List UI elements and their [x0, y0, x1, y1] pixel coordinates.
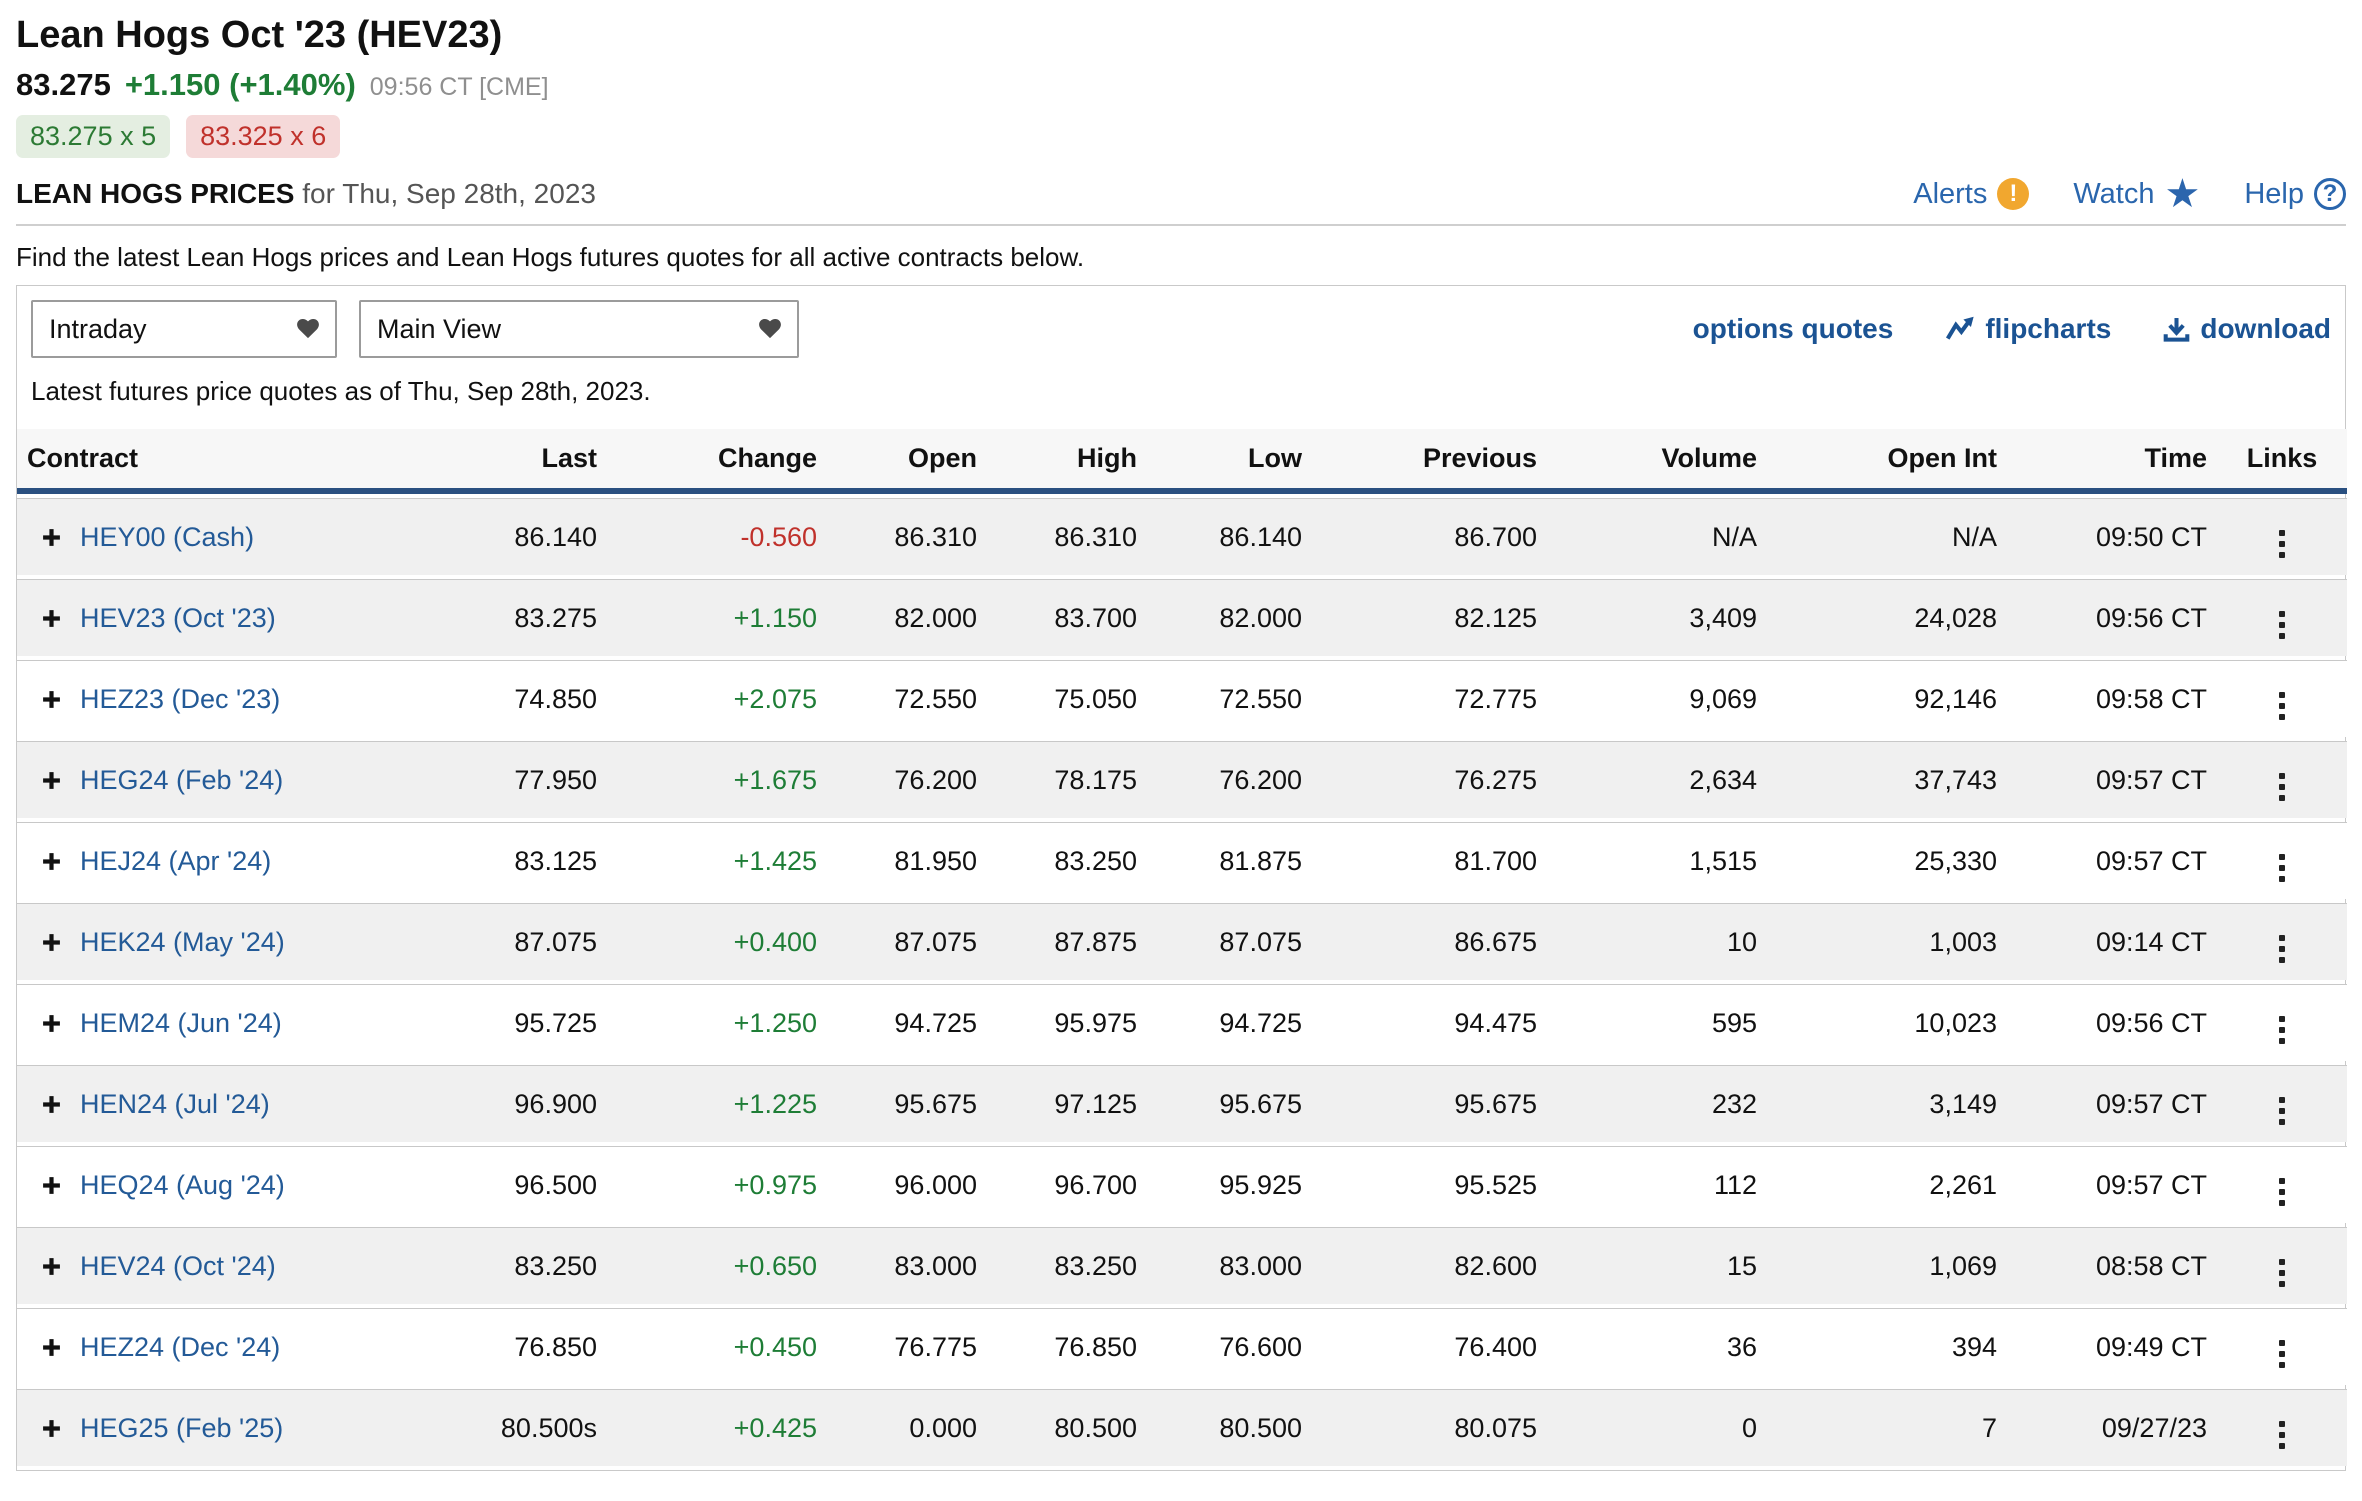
- open-int-cell: 24,028: [1767, 579, 2007, 656]
- links-cell: [2217, 984, 2347, 1061]
- row-links-menu-icon[interactable]: [2269, 850, 2295, 886]
- open-int-cell: 37,743: [1767, 741, 2007, 818]
- bid-ask-badges: [16, 115, 2346, 158]
- change-cell: +0.400: [607, 903, 827, 980]
- table-row: [17, 1146, 2347, 1223]
- high-cell: 83.700: [987, 579, 1147, 656]
- contract-link[interactable]: HEM24 (Jun '24): [80, 1007, 282, 1038]
- contract-link[interactable]: HEG24 (Feb '24): [80, 764, 284, 795]
- change-cell: +0.650: [607, 1227, 827, 1304]
- watch-link[interactable]: Watch ★: [2073, 171, 2201, 217]
- last-cell: 87.075: [437, 903, 607, 980]
- expand-row-icon[interactable]: [41, 527, 62, 548]
- table-row: [17, 741, 2347, 818]
- view-select[interactable]: Main View: [359, 300, 799, 358]
- low-cell: 81.875: [1147, 822, 1312, 899]
- time-cell: 09:56 CT: [2007, 579, 2217, 656]
- volume-cell: 36: [1547, 1308, 1767, 1385]
- row-links-menu-icon[interactable]: [2269, 1336, 2295, 1372]
- column-header[interactable]: Contract: [17, 429, 437, 494]
- open-cell: 86.310: [827, 498, 987, 575]
- section-heading-bold: LEAN HOGS PRICES: [16, 178, 295, 209]
- flipcharts-zigzag-icon: [1945, 315, 1975, 343]
- high-cell: 87.875: [987, 903, 1147, 980]
- contract-link[interactable]: HEJ24 (Apr '24): [80, 845, 272, 876]
- open-int-cell: 92,146: [1767, 660, 2007, 737]
- volume-cell: 2,634: [1547, 741, 1767, 818]
- expand-row-icon[interactable]: [41, 689, 62, 710]
- futures-quotes-table: [17, 425, 2347, 1470]
- table-row: [17, 1308, 2347, 1385]
- high-cell: 97.125: [987, 1065, 1147, 1142]
- row-links-menu-icon[interactable]: [2269, 526, 2295, 562]
- last-cell: 86.140: [437, 498, 607, 575]
- alert-exclamation-icon: !: [1997, 178, 2029, 210]
- last-cell: 83.275: [437, 579, 607, 656]
- expand-row-icon[interactable]: [41, 932, 62, 953]
- previous-cell: 86.700: [1312, 498, 1547, 575]
- last-cell: 76.850: [437, 1308, 607, 1385]
- toolbar-links: [1693, 313, 2331, 345]
- previous-cell: 95.525: [1312, 1146, 1547, 1223]
- open-cell: 87.075: [827, 903, 987, 980]
- low-cell: 76.600: [1147, 1308, 1312, 1385]
- time-cell: 09:57 CT: [2007, 1065, 2217, 1142]
- price-change: +1.150 (+1.40%): [124, 67, 356, 102]
- contract-link[interactable]: HEV24 (Oct '24): [80, 1250, 276, 1281]
- table-header-row: [17, 429, 2347, 494]
- last-cell: 96.500: [437, 1146, 607, 1223]
- low-cell: 95.925: [1147, 1146, 1312, 1223]
- high-cell: 78.175: [987, 741, 1147, 818]
- links-cell: [2217, 1308, 2347, 1385]
- last-price: 83.275: [16, 67, 111, 102]
- table-row: [17, 660, 2347, 737]
- time-cell: 09:14 CT: [2007, 903, 2217, 980]
- open-int-cell: 2,261: [1767, 1146, 2007, 1223]
- quotes-table-body: [17, 498, 2347, 1466]
- session-info: 09:56 CT [CME]: [369, 73, 549, 101]
- links-cell: [2217, 822, 2347, 899]
- expand-row-icon[interactable]: [41, 1175, 62, 1196]
- time-cell: 09:57 CT: [2007, 822, 2217, 899]
- low-cell: 82.000: [1147, 579, 1312, 656]
- contract-link[interactable]: HEZ24 (Dec '24): [80, 1331, 281, 1362]
- expand-row-icon[interactable]: [41, 1256, 62, 1277]
- change-cell: -0.560: [607, 498, 827, 575]
- column-header[interactable]: Change: [607, 429, 827, 494]
- row-links-menu-icon[interactable]: [2269, 1255, 2295, 1291]
- open-cell: 82.000: [827, 579, 987, 656]
- time-cell: 09/27/23: [2007, 1389, 2217, 1466]
- previous-cell: 82.600: [1312, 1227, 1547, 1304]
- links-cell: [2217, 579, 2347, 656]
- contract-link[interactable]: HEN24 (Jul '24): [80, 1088, 270, 1119]
- table-row: [17, 822, 2347, 899]
- expand-row-icon[interactable]: [41, 851, 62, 872]
- table-row: [17, 984, 2347, 1061]
- table-row: [17, 1065, 2347, 1142]
- ask-badge: 83.325 x 6: [186, 115, 340, 158]
- table-row: [17, 579, 2347, 656]
- time-cell: 09:58 CT: [2007, 660, 2217, 737]
- contract-link[interactable]: HEV23 (Oct '23): [80, 602, 276, 633]
- time-cell: 09:50 CT: [2007, 498, 2217, 575]
- table-row: [17, 903, 2347, 980]
- low-cell: 94.725: [1147, 984, 1312, 1061]
- high-cell: 86.310: [987, 498, 1147, 575]
- column-header[interactable]: Time: [2007, 429, 2217, 494]
- download-icon: [2163, 316, 2190, 343]
- question-mark-icon: ?: [2314, 178, 2346, 210]
- low-cell: 72.550: [1147, 660, 1312, 737]
- low-cell: 95.675: [1147, 1065, 1312, 1142]
- row-links-menu-icon[interactable]: [2269, 931, 2295, 967]
- section-heading-date: for Thu, Sep 28th, 2023: [302, 178, 596, 209]
- section-heading: [16, 178, 596, 210]
- row-links-menu-icon[interactable]: [2269, 607, 2295, 643]
- low-cell: 76.200: [1147, 741, 1312, 818]
- volume-cell: 595: [1547, 984, 1767, 1061]
- expand-row-icon[interactable]: [41, 1337, 62, 1358]
- row-links-menu-icon[interactable]: [2269, 769, 2295, 805]
- open-int-cell: 1,003: [1767, 903, 2007, 980]
- low-cell: 83.000: [1147, 1227, 1312, 1304]
- previous-cell: 76.275: [1312, 741, 1547, 818]
- divider: [16, 224, 2346, 226]
- section-heading-row: [16, 171, 2346, 224]
- change-cell: +1.425: [607, 822, 827, 899]
- high-cell: 96.700: [987, 1146, 1147, 1223]
- flipcharts-link[interactable]: flipcharts: [1945, 313, 2111, 345]
- high-cell: 83.250: [987, 822, 1147, 899]
- change-cell: +1.150: [607, 579, 827, 656]
- row-links-menu-icon[interactable]: [2269, 688, 2295, 724]
- as-of-text: Latest futures price quotes as of Thu, Sep 28th, 2023.: [31, 376, 651, 406]
- open-cell: 72.550: [827, 660, 987, 737]
- open-int-cell: 7: [1767, 1389, 2007, 1466]
- volume-cell: N/A: [1547, 498, 1767, 575]
- bid-badge: 83.275 x 5: [16, 115, 170, 158]
- open-int-cell: 1,069: [1767, 1227, 2007, 1304]
- open-int-cell: 394: [1767, 1308, 2007, 1385]
- open-cell: 0.000: [827, 1389, 987, 1466]
- volume-cell: 15: [1547, 1227, 1767, 1304]
- table-row: [17, 498, 2347, 575]
- expand-row-icon[interactable]: [41, 770, 62, 791]
- volume-cell: 0: [1547, 1389, 1767, 1466]
- column-header[interactable]: High: [987, 429, 1147, 494]
- volume-cell: 1,515: [1547, 822, 1767, 899]
- star-icon: ★: [2164, 171, 2201, 217]
- column-header[interactable]: Links: [2217, 429, 2347, 494]
- column-header[interactable]: Previous: [1312, 429, 1547, 494]
- last-cell: 96.900: [437, 1065, 607, 1142]
- previous-cell: 76.400: [1312, 1308, 1547, 1385]
- expand-row-icon[interactable]: [41, 1013, 62, 1034]
- contract-link[interactable]: HEQ24 (Aug '24): [80, 1169, 285, 1200]
- alerts-link[interactable]: Alerts !: [1913, 178, 2029, 211]
- column-header[interactable]: Volume: [1547, 429, 1767, 494]
- column-header[interactable]: Last: [437, 429, 607, 494]
- options-quotes-link[interactable]: options quotes: [1692, 313, 1894, 344]
- download-link[interactable]: download: [2163, 313, 2331, 345]
- previous-cell: 95.675: [1312, 1065, 1547, 1142]
- row-links-menu-icon[interactable]: [2269, 1417, 2295, 1453]
- contract-link[interactable]: HEG25 (Feb '25): [80, 1412, 284, 1443]
- quotes-toolbar: [17, 286, 2345, 358]
- time-cell: 09:49 CT: [2007, 1308, 2217, 1385]
- column-header[interactable]: Open Int: [1767, 429, 2007, 494]
- high-cell: 76.850: [987, 1308, 1147, 1385]
- previous-cell: 86.675: [1312, 903, 1547, 980]
- table-row: [17, 1227, 2347, 1304]
- header-action-links: [1913, 171, 2346, 217]
- open-cell: 94.725: [827, 984, 987, 1061]
- row-links-menu-icon[interactable]: [2269, 1174, 2295, 1210]
- open-cell: 76.775: [827, 1308, 987, 1385]
- previous-cell: 94.475: [1312, 984, 1547, 1061]
- open-cell: 83.000: [827, 1227, 987, 1304]
- row-links-menu-icon[interactable]: [2269, 1093, 2295, 1129]
- last-cell: 80.500s: [437, 1389, 607, 1466]
- help-link[interactable]: Help ?: [2244, 178, 2346, 211]
- change-cell: +0.425: [607, 1389, 827, 1466]
- links-cell: [2217, 1146, 2347, 1223]
- change-cell: +0.450: [607, 1308, 827, 1385]
- price-line: [16, 67, 2346, 103]
- last-cell: 83.250: [437, 1227, 607, 1304]
- open-int-cell: 25,330: [1767, 822, 2007, 899]
- contract-link[interactable]: HEY00 (Cash): [80, 521, 255, 552]
- volume-cell: 3,409: [1547, 579, 1767, 656]
- high-cell: 80.500: [987, 1389, 1147, 1466]
- links-cell: [2217, 660, 2347, 737]
- high-cell: 95.975: [987, 984, 1147, 1061]
- open-cell: 76.200: [827, 741, 987, 818]
- open-cell: 81.950: [827, 822, 987, 899]
- low-cell: 87.075: [1147, 903, 1312, 980]
- previous-cell: 72.775: [1312, 660, 1547, 737]
- frequency-select[interactable]: Intraday: [31, 300, 337, 358]
- last-cell: 95.725: [437, 984, 607, 1061]
- column-header[interactable]: Open: [827, 429, 987, 494]
- change-cell: +1.250: [607, 984, 827, 1061]
- change-cell: +0.975: [607, 1146, 827, 1223]
- contract-link[interactable]: HEZ23 (Dec '23): [80, 683, 281, 714]
- expand-row-icon[interactable]: [41, 608, 62, 629]
- open-int-cell: 3,149: [1767, 1065, 2007, 1142]
- links-cell: [2217, 498, 2347, 575]
- links-cell: [2217, 741, 2347, 818]
- links-cell: [2217, 903, 2347, 980]
- volume-cell: 10: [1547, 903, 1767, 980]
- last-cell: 74.850: [437, 660, 607, 737]
- previous-cell: 82.125: [1312, 579, 1547, 656]
- time-cell: 09:56 CT: [2007, 984, 2217, 1061]
- expand-row-icon[interactable]: [41, 1418, 62, 1439]
- low-cell: 80.500: [1147, 1389, 1312, 1466]
- open-int-cell: N/A: [1767, 498, 2007, 575]
- links-cell: [2217, 1389, 2347, 1466]
- expand-row-icon[interactable]: [41, 1094, 62, 1115]
- change-cell: +1.225: [607, 1065, 827, 1142]
- low-cell: 86.140: [1147, 498, 1312, 575]
- volume-cell: 112: [1547, 1146, 1767, 1223]
- time-cell: 09:57 CT: [2007, 1146, 2217, 1223]
- high-cell: 75.050: [987, 660, 1147, 737]
- row-links-menu-icon[interactable]: [2269, 1012, 2295, 1048]
- volume-cell: 232: [1547, 1065, 1767, 1142]
- chevron-down-icon: [759, 319, 781, 339]
- last-cell: 77.950: [437, 741, 607, 818]
- column-header[interactable]: Low: [1147, 429, 1312, 494]
- table-row: [17, 1389, 2347, 1466]
- last-cell: 83.125: [437, 822, 607, 899]
- contract-link[interactable]: HEK24 (May '24): [80, 926, 285, 957]
- high-cell: 83.250: [987, 1227, 1147, 1304]
- previous-cell: 81.700: [1312, 822, 1547, 899]
- open-cell: 96.000: [827, 1146, 987, 1223]
- open-cell: 95.675: [827, 1065, 987, 1142]
- time-cell: 08:58 CT: [2007, 1227, 2217, 1304]
- change-cell: +2.075: [607, 660, 827, 737]
- page-description: Find the latest Lean Hogs prices and Lean Hogs futures quotes for all active contracts below.: [16, 242, 1085, 272]
- chevron-down-icon: [297, 319, 319, 339]
- quotes-panel: [16, 285, 2346, 1471]
- links-cell: [2217, 1065, 2347, 1142]
- page-title: Lean Hogs Oct '23 (HEV23): [16, 14, 503, 56]
- links-cell: [2217, 1227, 2347, 1304]
- change-cell: +1.675: [607, 741, 827, 818]
- time-cell: 09:57 CT: [2007, 741, 2217, 818]
- volume-cell: 9,069: [1547, 660, 1767, 737]
- previous-cell: 80.075: [1312, 1389, 1547, 1466]
- open-int-cell: 10,023: [1767, 984, 2007, 1061]
